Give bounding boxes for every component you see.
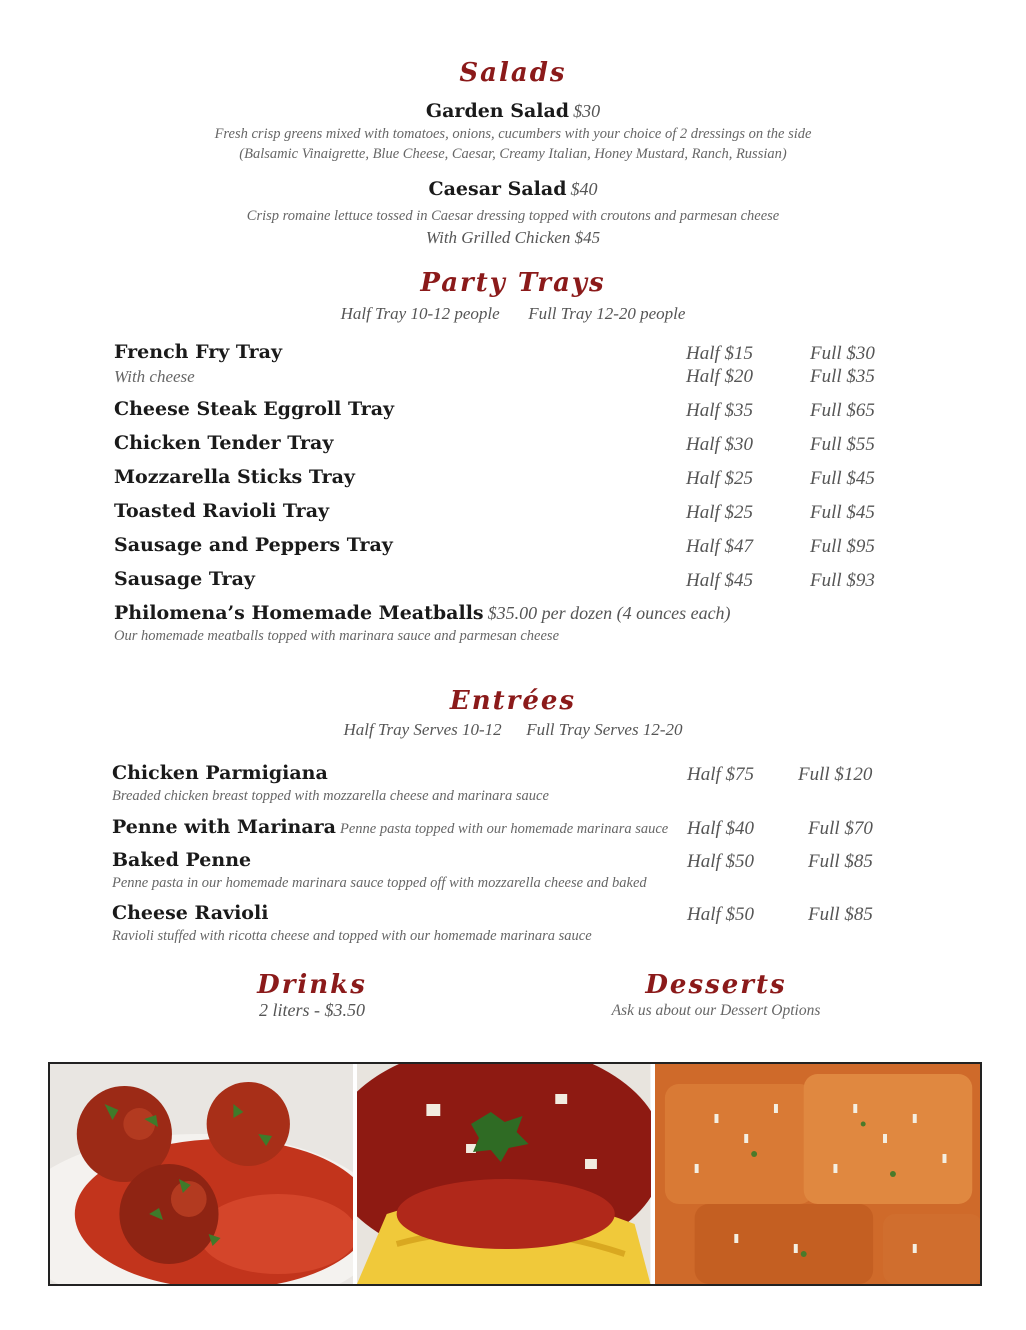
- sausage-peppers-tray-half: Half $47: [686, 536, 754, 557]
- chicken-parmigiana-half: Half $75: [687, 764, 755, 785]
- party-trays-title: Party Trays: [420, 268, 606, 298]
- mozzarella-sticks-tray-half: Half $25: [686, 468, 754, 489]
- sausage-peppers-tray-full: Full $95: [810, 536, 875, 557]
- french-fry-cheese-full: Full $35: [810, 366, 875, 387]
- penne-marinara-full: Full $70: [808, 818, 873, 839]
- french-fry-tray-half: Half $15: [686, 343, 754, 364]
- caesar-salad-price: $40: [570, 179, 598, 199]
- cheese-steak-eggroll-tray-half: Half $35: [686, 400, 754, 421]
- drinks-block: [172, 970, 452, 1021]
- sausage-tray-full: Full $93: [810, 570, 875, 591]
- caesar-salad-chicken: With Grilled Chicken $45: [425, 228, 601, 247]
- toasted-ravioli-tray-half: Half $25: [686, 502, 754, 523]
- chicken-tender-tray-full: Full $55: [810, 434, 875, 455]
- desserts-desc: Ask us about our Dessert Options: [611, 1002, 821, 1019]
- chicken-tender-tray-half: Half $30: [686, 434, 754, 455]
- garden-salad-desc: Fresh crisp greens mixed with tomatoes, onions, cucumbers with your choice of 2 dressings on the side: [214, 126, 812, 142]
- salads-title: Salads: [459, 58, 567, 88]
- french-fry-cheese-half: Half $20: [686, 366, 754, 387]
- mozzarella-sticks-tray-full: Full $45: [810, 468, 875, 489]
- meatballs-heading: [114, 602, 731, 624]
- chicken-parmigiana-full: Full $120: [798, 764, 873, 785]
- food-photo-strip: [48, 1062, 982, 1286]
- caesar-salad-desc: Crisp romaine lettuce tossed in Caesar dressing topped with croutons and parmesan cheese: [246, 208, 780, 224]
- desserts-block: [566, 970, 866, 1020]
- penne-marinara-heading: [112, 816, 668, 838]
- meatballs-photo: [50, 1064, 353, 1284]
- baked-penne-half: Half $50: [687, 851, 755, 872]
- caesar-salad-heading: [0, 178, 1026, 200]
- chicken-parmigiana-name: Chicken Parmigiana: [112, 762, 328, 784]
- drinks-title: Drinks: [257, 970, 367, 1000]
- toasted-ravioli-tray-name: Toasted Ravioli Tray: [114, 500, 330, 522]
- meatballs-name: Philomena’s Homemade Meatballs: [114, 602, 484, 624]
- penne-marinara-desc: Penne pasta topped with our homemade marinara sauce: [340, 821, 669, 837]
- ravioli-marinara-photo: [353, 1064, 650, 1284]
- cheese-steak-eggroll-tray-full: Full $65: [810, 400, 875, 421]
- toasted-ravioli-tray-full: Full $45: [810, 502, 875, 523]
- toasted-ravioli-photo: [651, 1064, 980, 1284]
- garden-salad-price: $30: [573, 101, 601, 121]
- sausage-peppers-tray-name: Sausage and Peppers Tray: [114, 534, 393, 556]
- drinks-desc: 2 liters - $3.50: [259, 1000, 365, 1020]
- garden-salad-name: Garden Salad: [425, 100, 570, 122]
- chicken-parmigiana-desc: Breaded chicken breast topped with mozzarella cheese and marinara sauce: [112, 788, 549, 804]
- cheese-steak-eggroll-tray-name: Cheese Steak Eggroll Tray: [114, 398, 395, 420]
- party-trays-sizes: [0, 304, 1026, 324]
- cheese-ravioli-full: Full $85: [808, 904, 873, 925]
- french-fry-tray-name: French Fry Tray: [114, 341, 283, 363]
- party-trays-half-info: Half Tray 10-12 people: [340, 304, 500, 323]
- entrees-sizes: [0, 720, 1026, 740]
- penne-marinara-half: Half $40: [687, 818, 755, 839]
- entrees-full-info: Full Tray Serves 12-20: [526, 720, 683, 739]
- sausage-tray-name: Sausage Tray: [114, 568, 255, 590]
- french-fry-tray-full: Full $30: [810, 343, 875, 364]
- cheese-ravioli-desc: Ravioli stuffed with ricotta cheese and topped with our homemade marinara sauce: [112, 928, 592, 944]
- baked-penne-name: Baked Penne: [112, 849, 252, 871]
- garden-salad-heading: [0, 100, 1026, 122]
- meatballs-price: $35.00 per dozen (4 ounces each): [487, 603, 731, 623]
- baked-penne-desc: Penne pasta in our homemade marinara sauce topped off with mozzarella cheese and baked: [112, 875, 647, 891]
- entrees-title: Entrées: [449, 686, 577, 716]
- garden-salad-dressings: (Balsamic Vinaigrette, Blue Cheese, Caesar, Creamy Italian, Honey Mustard, Ranch, Russian): [239, 146, 787, 162]
- party-trays-full-info: Full Tray 12-20 people: [528, 304, 686, 323]
- penne-marinara-name: Penne with Marinara: [112, 816, 336, 838]
- cheese-ravioli-half: Half $50: [687, 904, 755, 925]
- sausage-tray-half: Half $45: [686, 570, 754, 591]
- caesar-salad-name: Caesar Salad: [428, 178, 567, 200]
- baked-penne-full: Full $85: [808, 851, 873, 872]
- chicken-tender-tray-name: Chicken Tender Tray: [114, 432, 334, 454]
- meatballs-desc: Our homemade meatballs topped with marinara sauce and parmesan cheese: [114, 628, 560, 644]
- french-fry-cheese-label: With cheese: [114, 367, 195, 386]
- desserts-title: Desserts: [645, 970, 787, 1000]
- mozzarella-sticks-tray-name: Mozzarella Sticks Tray: [114, 466, 355, 488]
- entrees-half-info: Half Tray Serves 10-12: [343, 720, 502, 739]
- cheese-ravioli-name: Cheese Ravioli: [112, 902, 269, 924]
